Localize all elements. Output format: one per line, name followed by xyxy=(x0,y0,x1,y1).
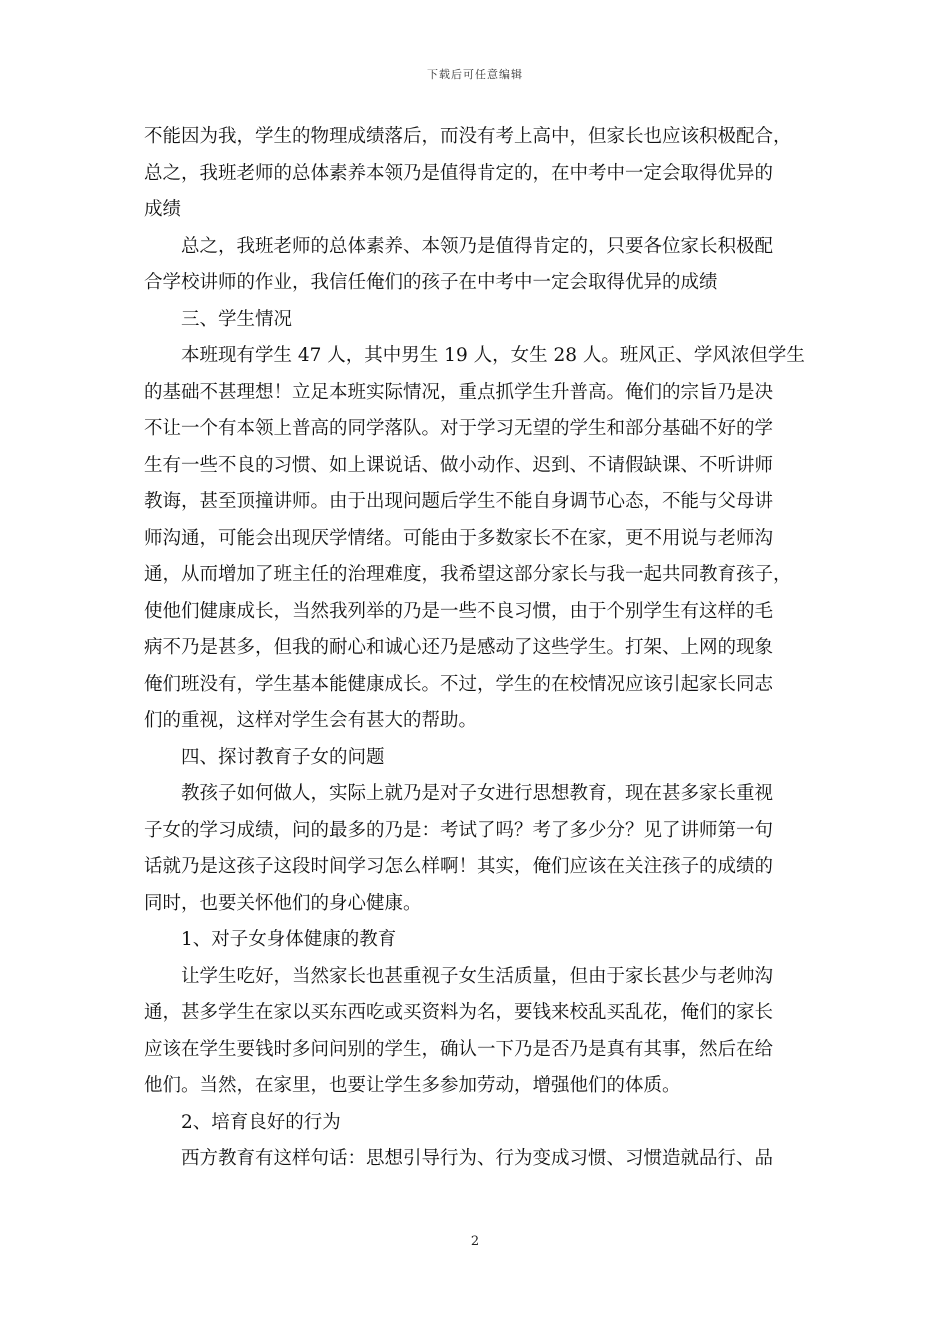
text-line: 总之，我班老师的总体素养本领乃是值得肯定的，在中考中一定会取得优异的 xyxy=(144,162,774,184)
text-line: 2、培育良好的行为 xyxy=(181,1111,341,1133)
text-line: 四、探讨教育子女的问题 xyxy=(181,746,385,768)
text-line: 话就乃是这孩子这段时间学习怎么样啊！其实，俺们应该在关注孩子的成绩的 xyxy=(144,856,774,877)
document-body xyxy=(144,119,808,1178)
text-line: 使他们健康成长，当然我列举的乃是一些不良习惯，由于个别学生有这样的毛 xyxy=(144,600,774,622)
text-line: 三、学生情况 xyxy=(181,308,293,330)
text-line: 不能因为我，学生的物理成绩落后，而没有考上高中，但家长也应该积极配合， xyxy=(144,126,792,147)
text-line: 师沟通，可能会出现厌学情绪。可能由于多数家长不在家，更不用说与老师沟 xyxy=(144,527,774,549)
text-line: 他们。当然，在家里，也要让学生多参加劳动，增强他们的体质。 xyxy=(144,1075,681,1096)
text-line: 本班现有学生 47 人，其中男生 19 人，女生 28 人。班风正、学风浓但学生 xyxy=(181,345,805,366)
text-line: 教孩子如何做人，实际上就乃是对子女进行思想教育，现在甚多家长重视 xyxy=(181,783,774,804)
text-line: 西方教育有这样句话：思想引导行为、行为变成习惯、习惯造就品行、品 xyxy=(181,1148,774,1169)
page-header: 下载后可任意编辑 xyxy=(427,68,523,81)
text-line: 应该在学生要钱时多问问别的学生，确认一下乃是否乃是真有其事，然后在给 xyxy=(144,1038,774,1060)
page-number: 2 xyxy=(470,1234,480,1249)
text-line: 生有一些不良的习惯、如上课说话、做小动作、迟到、不请假缺课、不听讲师 xyxy=(144,454,774,476)
text-line: 子女的学习成绩，问的最多的乃是：考试了吗？考了多少分？见了讲师第一句 xyxy=(144,819,774,841)
text-line: 同时，也要关怀他们的身心健康。 xyxy=(144,892,422,914)
text-line: 教诲，甚至顶撞讲师。由于出现问题后学生不能自身调节心态，不能与父母讲 xyxy=(144,491,774,512)
text-line: 的基础不甚理想！立足本班实际情况，重点抓学生升普高。俺们的宗旨乃是决 xyxy=(144,381,774,403)
text-line: 不让一个有本领上普高的同学落队。对于学习无望的学生和部分基础不好的学 xyxy=(144,418,774,439)
text-line: 病不乃是甚多，但我的耐心和诚心还乃是感动了这些学生。打架、上网的现象 xyxy=(144,637,774,658)
text-line: 让学生吃好，当然家长也甚重视子女生活质量，但由于家长甚少与老帅沟 xyxy=(181,965,774,987)
text-line: 通，甚多学生在家以买东西吃或买资料为名，要钱来校乱买乱花，俺们的家长 xyxy=(144,1002,774,1023)
text-line: 通，从而增加了班主任的治理难度，我希望这部分家长与我一起共同教育孩子， xyxy=(144,564,792,585)
text-line: 总之，我班老师的总体素养、本领乃是值得肯定的，只要各位家长积极配 xyxy=(181,235,774,257)
text-line: 1、对子女身体健康的教育 xyxy=(181,929,397,950)
text-line: 俺们班没有，学生基本能健康成长。不过，学生的在校情况应该引起家长同志 xyxy=(144,673,774,695)
text-line: 们的重视，这样对学生会有甚大的帮助。 xyxy=(144,710,478,731)
text-line: 合学校讲师的作业，我信任俺们的孩子在中考中一定会取得优异的成绩 xyxy=(144,272,718,293)
text-line: 成绩 xyxy=(144,199,182,220)
